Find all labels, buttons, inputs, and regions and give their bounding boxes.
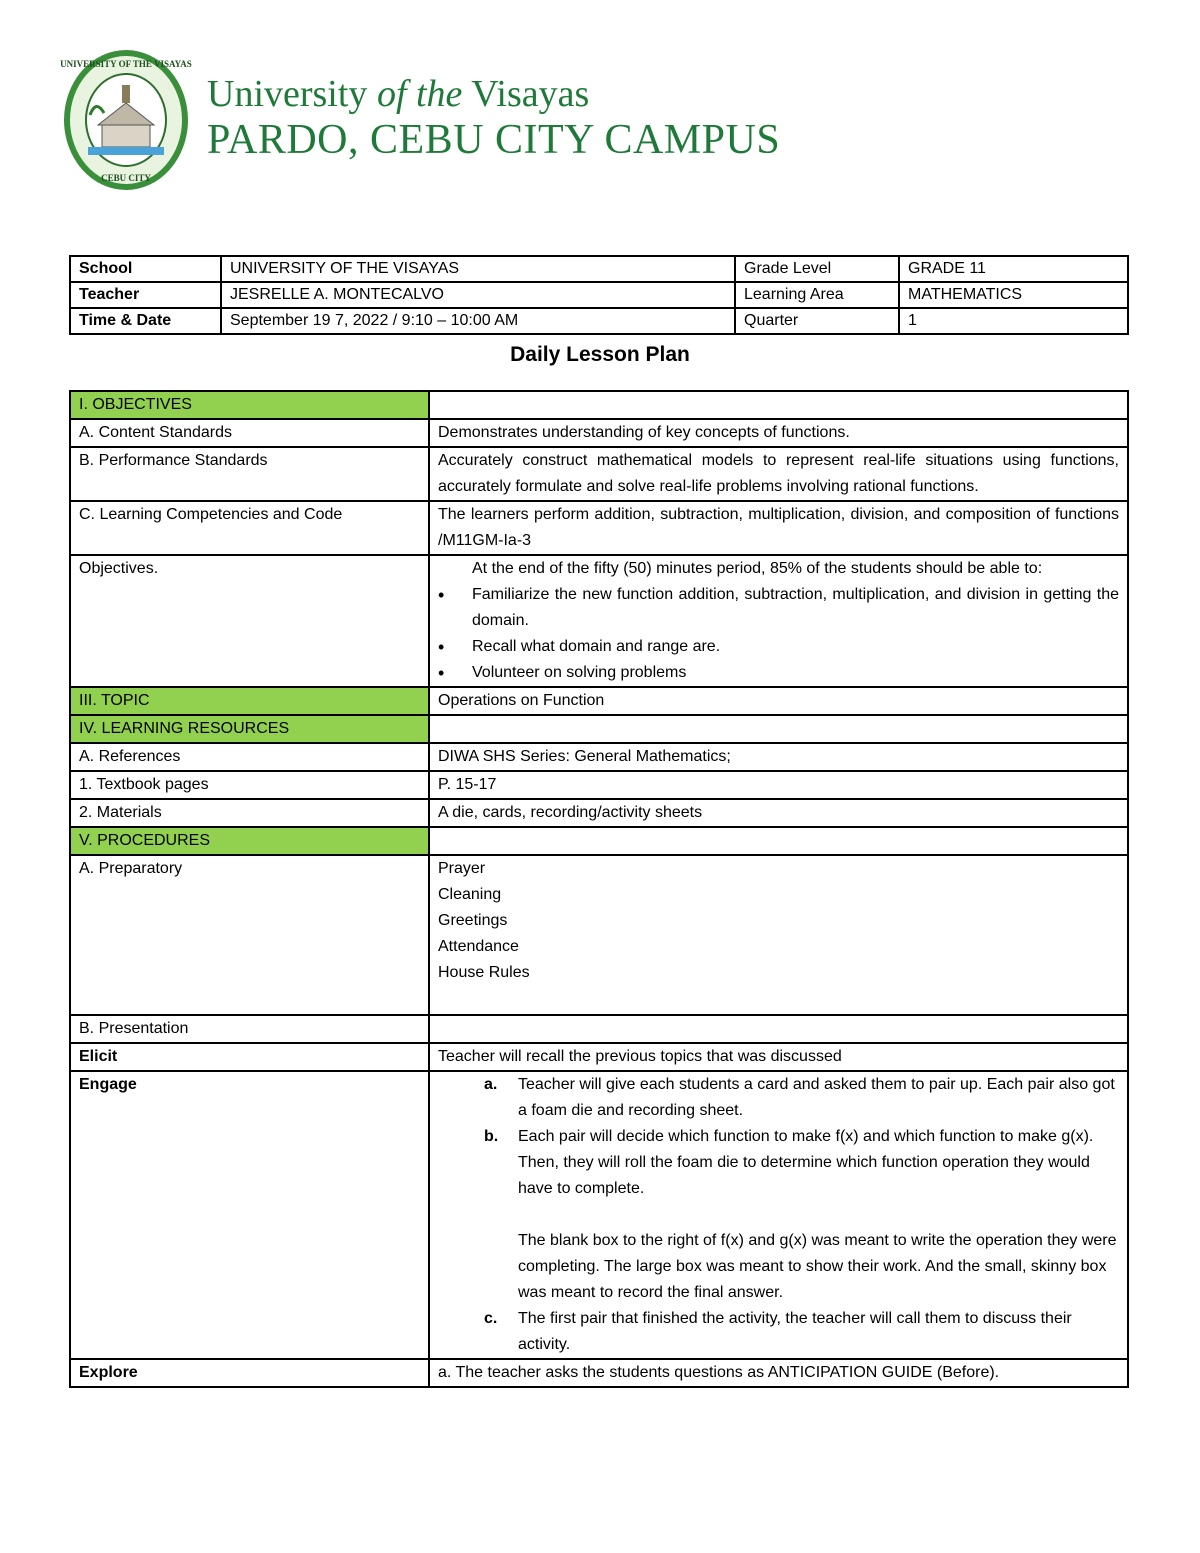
- item-text: Each pair will decide which function to make f(x) and which function to make g(x). Then, they will roll the foam die to determine which function operation they would have to complete.: [518, 1128, 1094, 1197]
- list-item: • Volunteer on solving problems: [472, 660, 1119, 686]
- list-item: [484, 1306, 1119, 1358]
- references-label: A. References: [70, 743, 429, 771]
- list-item: [484, 1124, 1119, 1202]
- empty-cell: [429, 715, 1128, 743]
- area-value: MATHEMATICS: [899, 282, 1128, 308]
- school-label: School: [70, 256, 221, 282]
- content-value: Demonstrates understanding of key concepts of functions.: [429, 419, 1128, 447]
- time-label: Time & Date: [70, 308, 221, 334]
- table-row: [70, 771, 1128, 799]
- objectives-label: Objectives.: [70, 555, 429, 687]
- presentation-label: B. Presentation: [70, 1015, 429, 1043]
- teacher-value: JESRELLE A. MONTECALVO: [221, 282, 735, 308]
- university-name: University of the Visayas: [207, 73, 590, 115]
- table-row: [70, 855, 1128, 1015]
- table-row: [70, 1071, 1128, 1359]
- explore-label: Explore: [70, 1359, 429, 1387]
- objectives-intro: At the end of the fifty (50) minutes period, 85% of the students should be able to:: [472, 560, 1043, 577]
- table-row: [70, 555, 1128, 687]
- list-item: Greetings: [438, 912, 508, 929]
- list-item: Cleaning: [438, 886, 502, 903]
- engage-list: [438, 1306, 1119, 1358]
- table-row: [70, 447, 1128, 501]
- list-item: Attendance: [438, 938, 519, 955]
- table-row: [70, 256, 1128, 282]
- empty-cell: [429, 827, 1128, 855]
- table-row: [70, 391, 1128, 419]
- textbook-label: 1. Textbook pages: [70, 771, 429, 799]
- table-row: [70, 715, 1128, 743]
- competencies-label: C. Learning Competencies and Code: [70, 501, 429, 555]
- table-row: [70, 827, 1128, 855]
- grade-value: GRADE 11: [899, 256, 1128, 282]
- objectives-heading: I. OBJECTIVES: [70, 391, 429, 419]
- references-value: DIWA SHS Series: General Mathematics;: [429, 743, 1128, 771]
- item-marker: b.: [484, 1128, 499, 1145]
- item-marker: c.: [484, 1310, 498, 1327]
- table-row: [70, 799, 1128, 827]
- table-row: [70, 687, 1128, 715]
- materials-value: A die, cards, recording/activity sheets: [429, 799, 1128, 827]
- empty-cell: [429, 1015, 1128, 1043]
- item-text: Teacher will give each students a card and asked them to pair up. Each pair also got a foam die and recording sheet.: [518, 1076, 1115, 1119]
- topic-heading: III. TOPIC: [70, 687, 429, 715]
- table-row: [70, 282, 1128, 308]
- item-marker: a.: [484, 1076, 498, 1093]
- engage-cell: [429, 1071, 1128, 1359]
- grade-label: Grade Level: [735, 256, 899, 282]
- university-seal: [60, 45, 192, 195]
- table-row: [70, 743, 1128, 771]
- textbook-value: P. 15-17: [429, 771, 1128, 799]
- table-row: [70, 1015, 1128, 1043]
- content-label: A. Content Standards: [70, 419, 429, 447]
- topic-value: Operations on Function: [429, 687, 1128, 715]
- list-item: [484, 1072, 1119, 1124]
- engage-note: The blank box to the right of f(x) and g(x) was meant to write the operation they were completing. The large box was meant to show their work. And the small, skinny box was meant to record the final answer.: [518, 1232, 1117, 1301]
- explore-value: a. The teacher asks the students questions as ANTICIPATION GUIDE (Before).: [429, 1359, 1128, 1387]
- preparatory-label: A. Preparatory: [70, 855, 429, 1015]
- empty-cell: [429, 391, 1128, 419]
- letterhead: [60, 45, 860, 195]
- materials-label: 2. Materials: [70, 799, 429, 827]
- performance-value: Accurately construct mathematical models to represent real-life situations using functions, accurately formulate and solve real-life problems involving rational functions.: [429, 447, 1128, 501]
- table-row: [70, 308, 1128, 334]
- svg-text:CEBU CITY: CEBU CITY: [101, 173, 151, 183]
- elicit-value: Teacher will recall the previous topics that was discussed: [429, 1043, 1128, 1071]
- objectives-list: [438, 582, 1119, 686]
- lesson-plan-table: [69, 390, 1129, 1388]
- table-row: [70, 1043, 1128, 1071]
- info-table: [69, 255, 1129, 335]
- item-text: The first pair that finished the activity, the teacher will call them to discuss their activity.: [518, 1310, 1072, 1353]
- list-item: House Rules: [438, 964, 530, 981]
- quarter-label: Quarter: [735, 308, 899, 334]
- performance-label: B. Performance Standards: [70, 447, 429, 501]
- preparatory-cell: [429, 855, 1128, 1015]
- page-title: Daily Lesson Plan: [510, 343, 690, 366]
- table-row: [70, 1359, 1128, 1387]
- school-value: UNIVERSITY OF THE VISAYAS: [221, 256, 735, 282]
- list-item: • Familiarize the new function addition, subtraction, multiplication, and division in getting the domain.: [472, 582, 1119, 634]
- engage-list: [438, 1072, 1119, 1202]
- teacher-label: Teacher: [70, 282, 221, 308]
- list-item: • Recall what domain and range are.: [472, 634, 1119, 660]
- table-row: [70, 419, 1128, 447]
- quarter-value: 1: [899, 308, 1128, 334]
- area-label: Learning Area: [735, 282, 899, 308]
- campus-name: PARDO, CEBU CITY CAMPUS: [207, 117, 781, 163]
- competencies-value: The learners perform addition, subtraction, multiplication, division, and composition of functions /M11GM-Ia-3: [429, 501, 1128, 555]
- svg-text:UNIVERSITY OF THE VISAYAS: UNIVERSITY OF THE VISAYAS: [60, 59, 192, 69]
- procedures-heading: V. PROCEDURES: [70, 827, 429, 855]
- table-row: [70, 501, 1128, 555]
- engage-label: Engage: [70, 1071, 429, 1359]
- time-value: September 19 7, 2022 / 9:10 – 10:00 AM: [221, 308, 735, 334]
- elicit-label: Elicit: [70, 1043, 429, 1071]
- list-item: Prayer: [438, 860, 486, 877]
- objectives-cell: [429, 555, 1128, 687]
- resources-heading: IV. LEARNING RESOURCES: [70, 715, 429, 743]
